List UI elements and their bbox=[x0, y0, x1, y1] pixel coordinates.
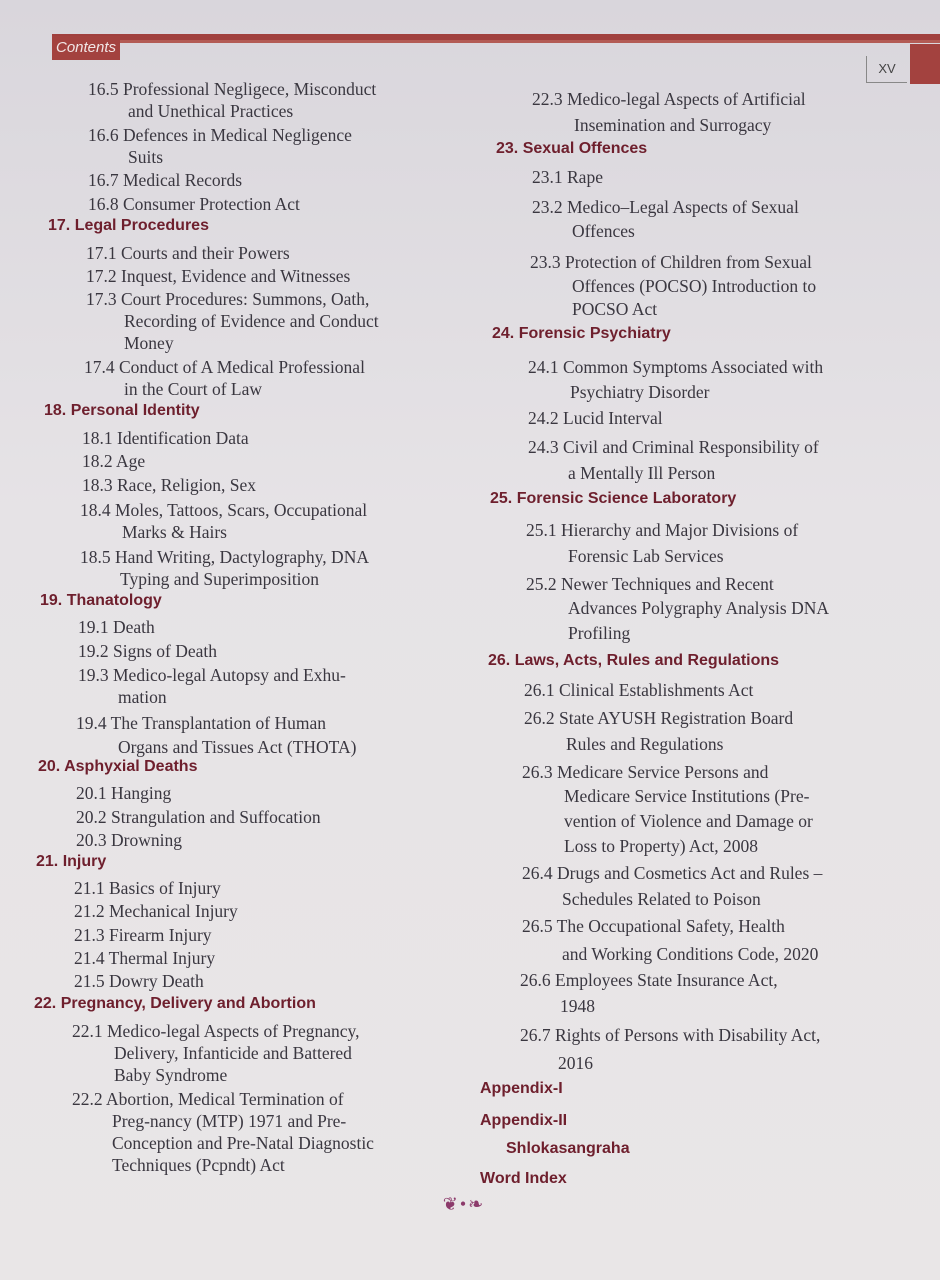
toc-entry-text: 23.3 Protection of Children from Sexual bbox=[530, 252, 812, 272]
header-rule-thin bbox=[110, 40, 940, 43]
toc-entry-text: 19.3 Medico-legal Autopsy and Exhu- bbox=[78, 665, 346, 685]
toc-chapter-title: 19. Thanatology bbox=[40, 592, 162, 609]
toc-entry-text: 18.5 Hand Writing, Dactylography, DNA bbox=[80, 547, 369, 567]
toc-entry-text: 21.1 Basics of Injury bbox=[74, 878, 221, 898]
toc-entry-text: 18.1 Identification Data bbox=[82, 428, 249, 448]
toc-entry-text: 20.3 Drowning bbox=[76, 830, 182, 850]
toc-entry-text: 25.2 Newer Techniques and Recent bbox=[526, 574, 774, 594]
toc-entry-text: 20.2 Strangulation and Suffocation bbox=[76, 807, 321, 827]
toc-entry-text: 17.3 Court Procedures: Summons, Oath, bbox=[86, 289, 370, 309]
toc-entry-text: 26.4 Drugs and Cosmetics Act and Rules – bbox=[522, 863, 823, 883]
toc-entry-text: Loss to Property) Act, 2008 bbox=[564, 836, 758, 856]
toc-entry-text: 21.4 Thermal Injury bbox=[74, 948, 216, 968]
toc-entry-text: Conception and Pre-Natal Diagnostic bbox=[112, 1133, 374, 1153]
toc-entry-text: Offences bbox=[572, 221, 635, 241]
toc-entry-text: 18.2 Age bbox=[82, 451, 146, 471]
toc-chapter-title: 18. Personal Identity bbox=[44, 402, 200, 419]
toc-entry-text: 16.6 Defences in Medical Negligence bbox=[88, 125, 352, 145]
toc-entry-text: Rules and Regulations bbox=[566, 734, 724, 754]
toc-entry-text: mation bbox=[118, 687, 167, 707]
toc-chapter-title: 21. Injury bbox=[36, 853, 107, 870]
toc-entry-text: POCSO Act bbox=[572, 299, 658, 319]
toc-entry-text: 17.1 Courts and their Powers bbox=[86, 243, 290, 263]
toc-entry-text: Medicare Service Institutions (Pre- bbox=[564, 786, 810, 806]
toc-entry-text: 22.3 Medico-legal Aspects of Artificial bbox=[532, 89, 806, 109]
toc-entry-text: 26.1 Clinical Establishments Act bbox=[524, 680, 754, 700]
end-ornament-icon: ❦•❧ bbox=[442, 1194, 486, 1214]
toc-entry-text: 19.2 Signs of Death bbox=[78, 641, 218, 661]
toc-chapter-title: 22. Pregnancy, Delivery and Abortion bbox=[34, 995, 316, 1012]
toc-entry-text: Recording of Evidence and Conduct bbox=[124, 311, 379, 331]
toc-entry-text: Organs and Tissues Act (THOTA) bbox=[118, 737, 357, 757]
toc-entry-text: 18.3 Race, Religion, Sex bbox=[82, 475, 257, 495]
section-tab: Contents bbox=[52, 36, 120, 60]
toc-chapter-title: Appendix-II bbox=[480, 1112, 568, 1129]
toc-entry-text: Forensic Lab Services bbox=[568, 546, 724, 566]
toc-entry-text: 25.1 Hierarchy and Major Divisions of bbox=[526, 520, 799, 540]
toc-entry-text: 22.1 Medico-legal Aspects of Pregnancy, bbox=[72, 1021, 360, 1041]
toc-entry-text: 16.8 Consumer Protection Act bbox=[88, 194, 300, 214]
toc-entry-text: Suits bbox=[128, 147, 164, 167]
toc-chapter-title: 17. Legal Procedures bbox=[48, 217, 209, 234]
toc-entry-text: 2016 bbox=[558, 1053, 593, 1073]
toc-entry-text: 20.1 Hanging bbox=[76, 783, 172, 803]
page-number: XV bbox=[866, 56, 907, 83]
toc-chapter-title: 20. Asphyxial Deaths bbox=[38, 758, 198, 775]
toc-entry-text: Schedules Related to Poison bbox=[562, 889, 761, 909]
toc-entry-text: 21.5 Dowry Death bbox=[74, 971, 204, 991]
toc-chapter-title: 25. Forensic Science Laboratory bbox=[490, 490, 737, 507]
toc-entry-text: Profiling bbox=[568, 623, 631, 643]
toc-entry-text: 21.2 Mechanical Injury bbox=[74, 901, 238, 921]
toc-entry-text: 26.5 The Occupational Safety, Health bbox=[522, 916, 785, 936]
toc-entry-text: 24.3 Civil and Criminal Responsibility of bbox=[528, 437, 819, 457]
toc-entry-text: 21.3 Firearm Injury bbox=[74, 925, 212, 945]
toc-entry-text: vention of Violence and Damage or bbox=[564, 811, 813, 831]
toc-entry-text: Offences (POCSO) Introduction to bbox=[572, 276, 817, 296]
toc-entry-text: Techniques (Pcpndt) Act bbox=[112, 1155, 285, 1175]
toc-entry-text: and Working Conditions Code, 2020 bbox=[562, 944, 819, 964]
toc-entry-text: Delivery, Infanticide and Battered bbox=[114, 1043, 352, 1063]
toc-chapter-title: 26. Laws, Acts, Rules and Regulations bbox=[488, 652, 780, 669]
toc-entry-text: 17.2 Inquest, Evidence and Witnesses bbox=[86, 266, 351, 286]
toc-chapter-title: 23. Sexual Offences bbox=[496, 140, 648, 157]
toc-entry-text: and Unethical Practices bbox=[128, 101, 294, 121]
toc-entry-text: 19.1 Death bbox=[78, 617, 155, 637]
toc-entry-text: 23.2 Medico–Legal Aspects of Sexual bbox=[532, 197, 799, 217]
toc-entry-text: Advances Polygraphy Analysis DNA bbox=[568, 598, 830, 618]
toc-entry-text: 24.2 Lucid Interval bbox=[528, 408, 663, 428]
toc-entry-text: 16.7 Medical Records bbox=[88, 170, 243, 190]
toc-entry-text: Money bbox=[124, 333, 174, 353]
toc-entry-text: Marks & Hairs bbox=[122, 522, 227, 542]
toc-entry-text: a Mentally Ill Person bbox=[568, 463, 716, 483]
toc-entry-text: 26.6 Employees State Insurance Act, bbox=[520, 970, 778, 990]
toc-chapter-title: 24. Forensic Psychiatry bbox=[492, 325, 671, 342]
toc-entry-text: 1948 bbox=[560, 996, 595, 1016]
toc-entry-text: 26.3 Medicare Service Persons and bbox=[522, 762, 769, 782]
toc-entry-text: 22.2 Abortion, Medical Termination of bbox=[72, 1089, 344, 1109]
toc-chapter-title: Appendix-I bbox=[480, 1080, 563, 1097]
toc-entry-text: Baby Syndrome bbox=[114, 1065, 228, 1085]
toc-entry-text: in the Court of Law bbox=[124, 379, 263, 399]
toc-entry-text: Insemination and Surrogacy bbox=[574, 115, 772, 135]
toc-chapter-title: Word Index bbox=[480, 1170, 567, 1187]
toc-chapter-title: Shlokasangraha bbox=[506, 1140, 630, 1157]
toc-entry-text: Preg-nancy (MTP) 1971 and Pre- bbox=[112, 1111, 347, 1131]
toc-entry-text: 18.4 Moles, Tattoos, Scars, Occupational bbox=[80, 500, 368, 520]
toc-entry-text: Psychiatry Disorder bbox=[570, 382, 710, 402]
corner-block bbox=[910, 44, 940, 84]
toc-entry-text: 24.1 Common Symptoms Associated with bbox=[528, 357, 824, 377]
toc-entry-text: Typing and Superimposition bbox=[120, 569, 320, 589]
toc-entry-text: 19.4 The Transplantation of Human bbox=[76, 713, 327, 733]
toc-entry-text: 26.2 State AYUSH Registration Board bbox=[524, 708, 794, 728]
toc-entry-text: 23.1 Rape bbox=[532, 167, 603, 187]
toc-entry-text: 16.5 Professional Negligece, Misconduct bbox=[88, 79, 377, 99]
toc-entry-text: 17.4 Conduct of A Medical Professional bbox=[84, 357, 365, 377]
toc-entry-text: 26.7 Rights of Persons with Disability Act, bbox=[520, 1025, 821, 1045]
